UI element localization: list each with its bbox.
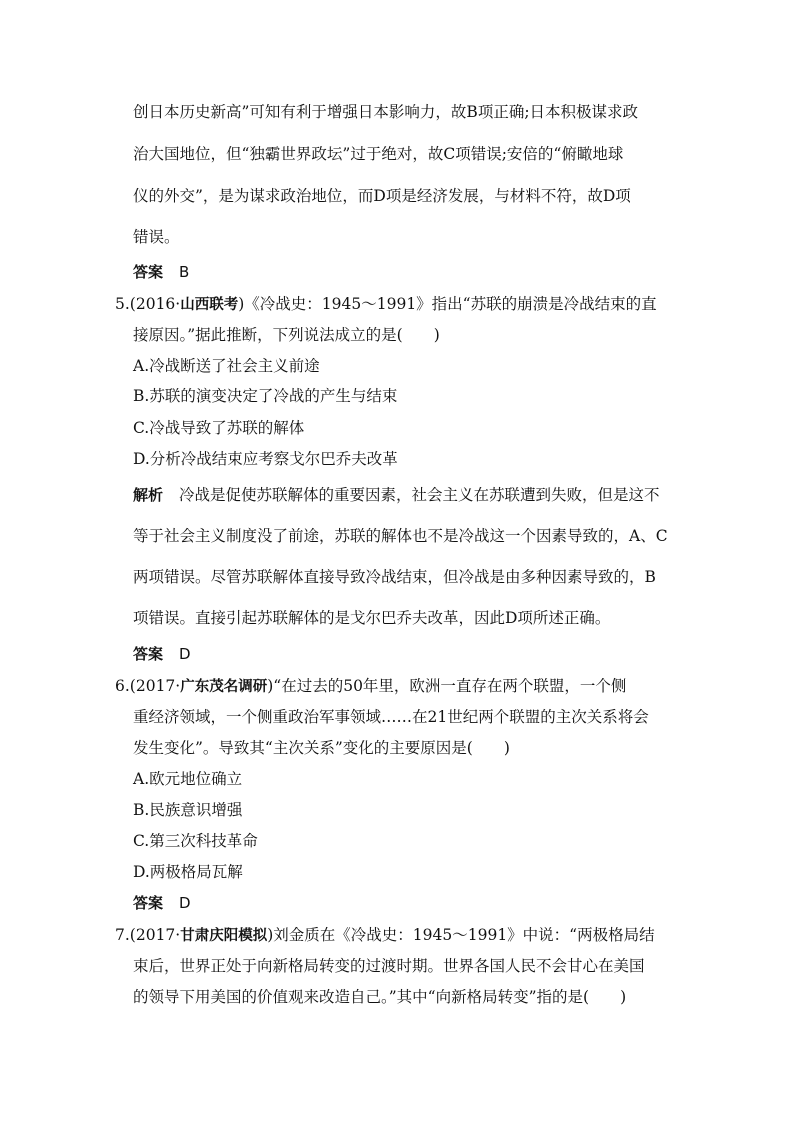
option-d: D.分析冷战结束应考察戈尔巴乔夫改革 [133,450,398,468]
analysis-text: 冷战是促使苏联解体的重要因素，社会主义在苏联遭到失败，但是这不 [179,486,660,504]
question-stem-text: 刘金质在《冷战史：1945～1991》中说：“两极格局结 [273,926,655,944]
answer-label: 答案 [133,645,164,663]
option-a: A.欧元地位确立 [133,770,243,788]
question-year: (2017· [129,926,181,944]
question-stem-line: 重经济领域，一个侧重政治军事领域……在21世纪两个联盟的主次关系将会 [133,708,649,726]
option-b: B.苏联的演变决定了冷战的产生与结束 [133,387,398,405]
option-b: B.民族意识增强 [133,801,243,819]
answer-value: B [179,263,190,281]
analysis-text-line: 仪的外交”，是为谋求政治地位，而D项是经济发展，与材料不符，故D项 [133,187,631,205]
question-source: 山西联考 [180,297,239,313]
answer-value: D [179,894,191,912]
option-c: C.第三次科技革命 [133,832,258,850]
question-source: 甘肃庆阳模拟 [180,928,268,944]
answer-line [133,262,189,282]
question-7-stem [115,925,655,946]
analysis-text-line: 创日本历史新高”可知有利于增强日本影响力，故B项正确;日本积极谋求政 [133,103,639,121]
option-d: D.两极格局瓦解 [133,863,243,881]
analysis-text-line: 错误。 [133,228,180,246]
answer-line [133,644,191,664]
option-a: A.冷战断送了社会主义前途 [133,357,320,375]
answer-value: D [179,645,191,663]
question-number: 5. [115,295,130,313]
question-stem-line: 接原因。”据此推断，下列说法成立的是( ) [133,326,440,344]
answer-label: 答案 [133,263,164,281]
analysis-text-line: 两项错误。尽管苏联解体直接导致冷战结束，但冷战是由多种因素导致的，B [133,568,656,586]
question-stem-text: 《冷战史：1945～1991》指出“苏联的崩溃是冷战结束的直 [244,295,657,313]
question-number: 6. [115,677,130,695]
analysis-label: 解析 [133,486,164,504]
question-stem-line: 的领导下用美国的价值观来改造自己。”其中“向新格局转变”指的是( ) [133,988,627,1006]
question-stem-text: “在过去的50年里，欧洲一直存在两个联盟，一个侧 [273,677,627,695]
question-year: (2016· [129,295,181,313]
analysis-line [133,485,660,505]
answer-line [133,893,191,913]
question-5-stem [115,294,657,315]
answer-label: 答案 [133,894,164,912]
question-stem-line: 发生变化”。导致其“主次关系”变化的主要原因是( ) [133,739,510,757]
question-6-stem [115,676,626,697]
question-number: 7. [115,926,130,944]
analysis-text-line: 等于社会主义制度没了前途，苏联的解体也不是冷战这一个因素导致的，A、C [133,527,668,545]
question-source-close: ) [267,926,274,944]
analysis-text-line: 治大国地位，但“独霸世界政坛”过于绝对，故C项错误;安倍的“俯瞰地球 [133,145,624,163]
question-year: (2017· [129,677,181,695]
question-source: 广东茂名调研 [180,679,268,695]
question-source-close: ) [267,677,274,695]
analysis-text-line: 项错误。直接引起苏联解体的是戈尔巴乔夫改革，因此D项所述正确。 [133,609,611,627]
option-c: C.冷战导致了苏联的解体 [133,419,305,437]
question-stem-line: 束后，世界正处于向新格局转变的过渡时期。世界各国人民不会甘心在美国 [133,957,645,975]
question-source-close: ) [238,295,245,313]
